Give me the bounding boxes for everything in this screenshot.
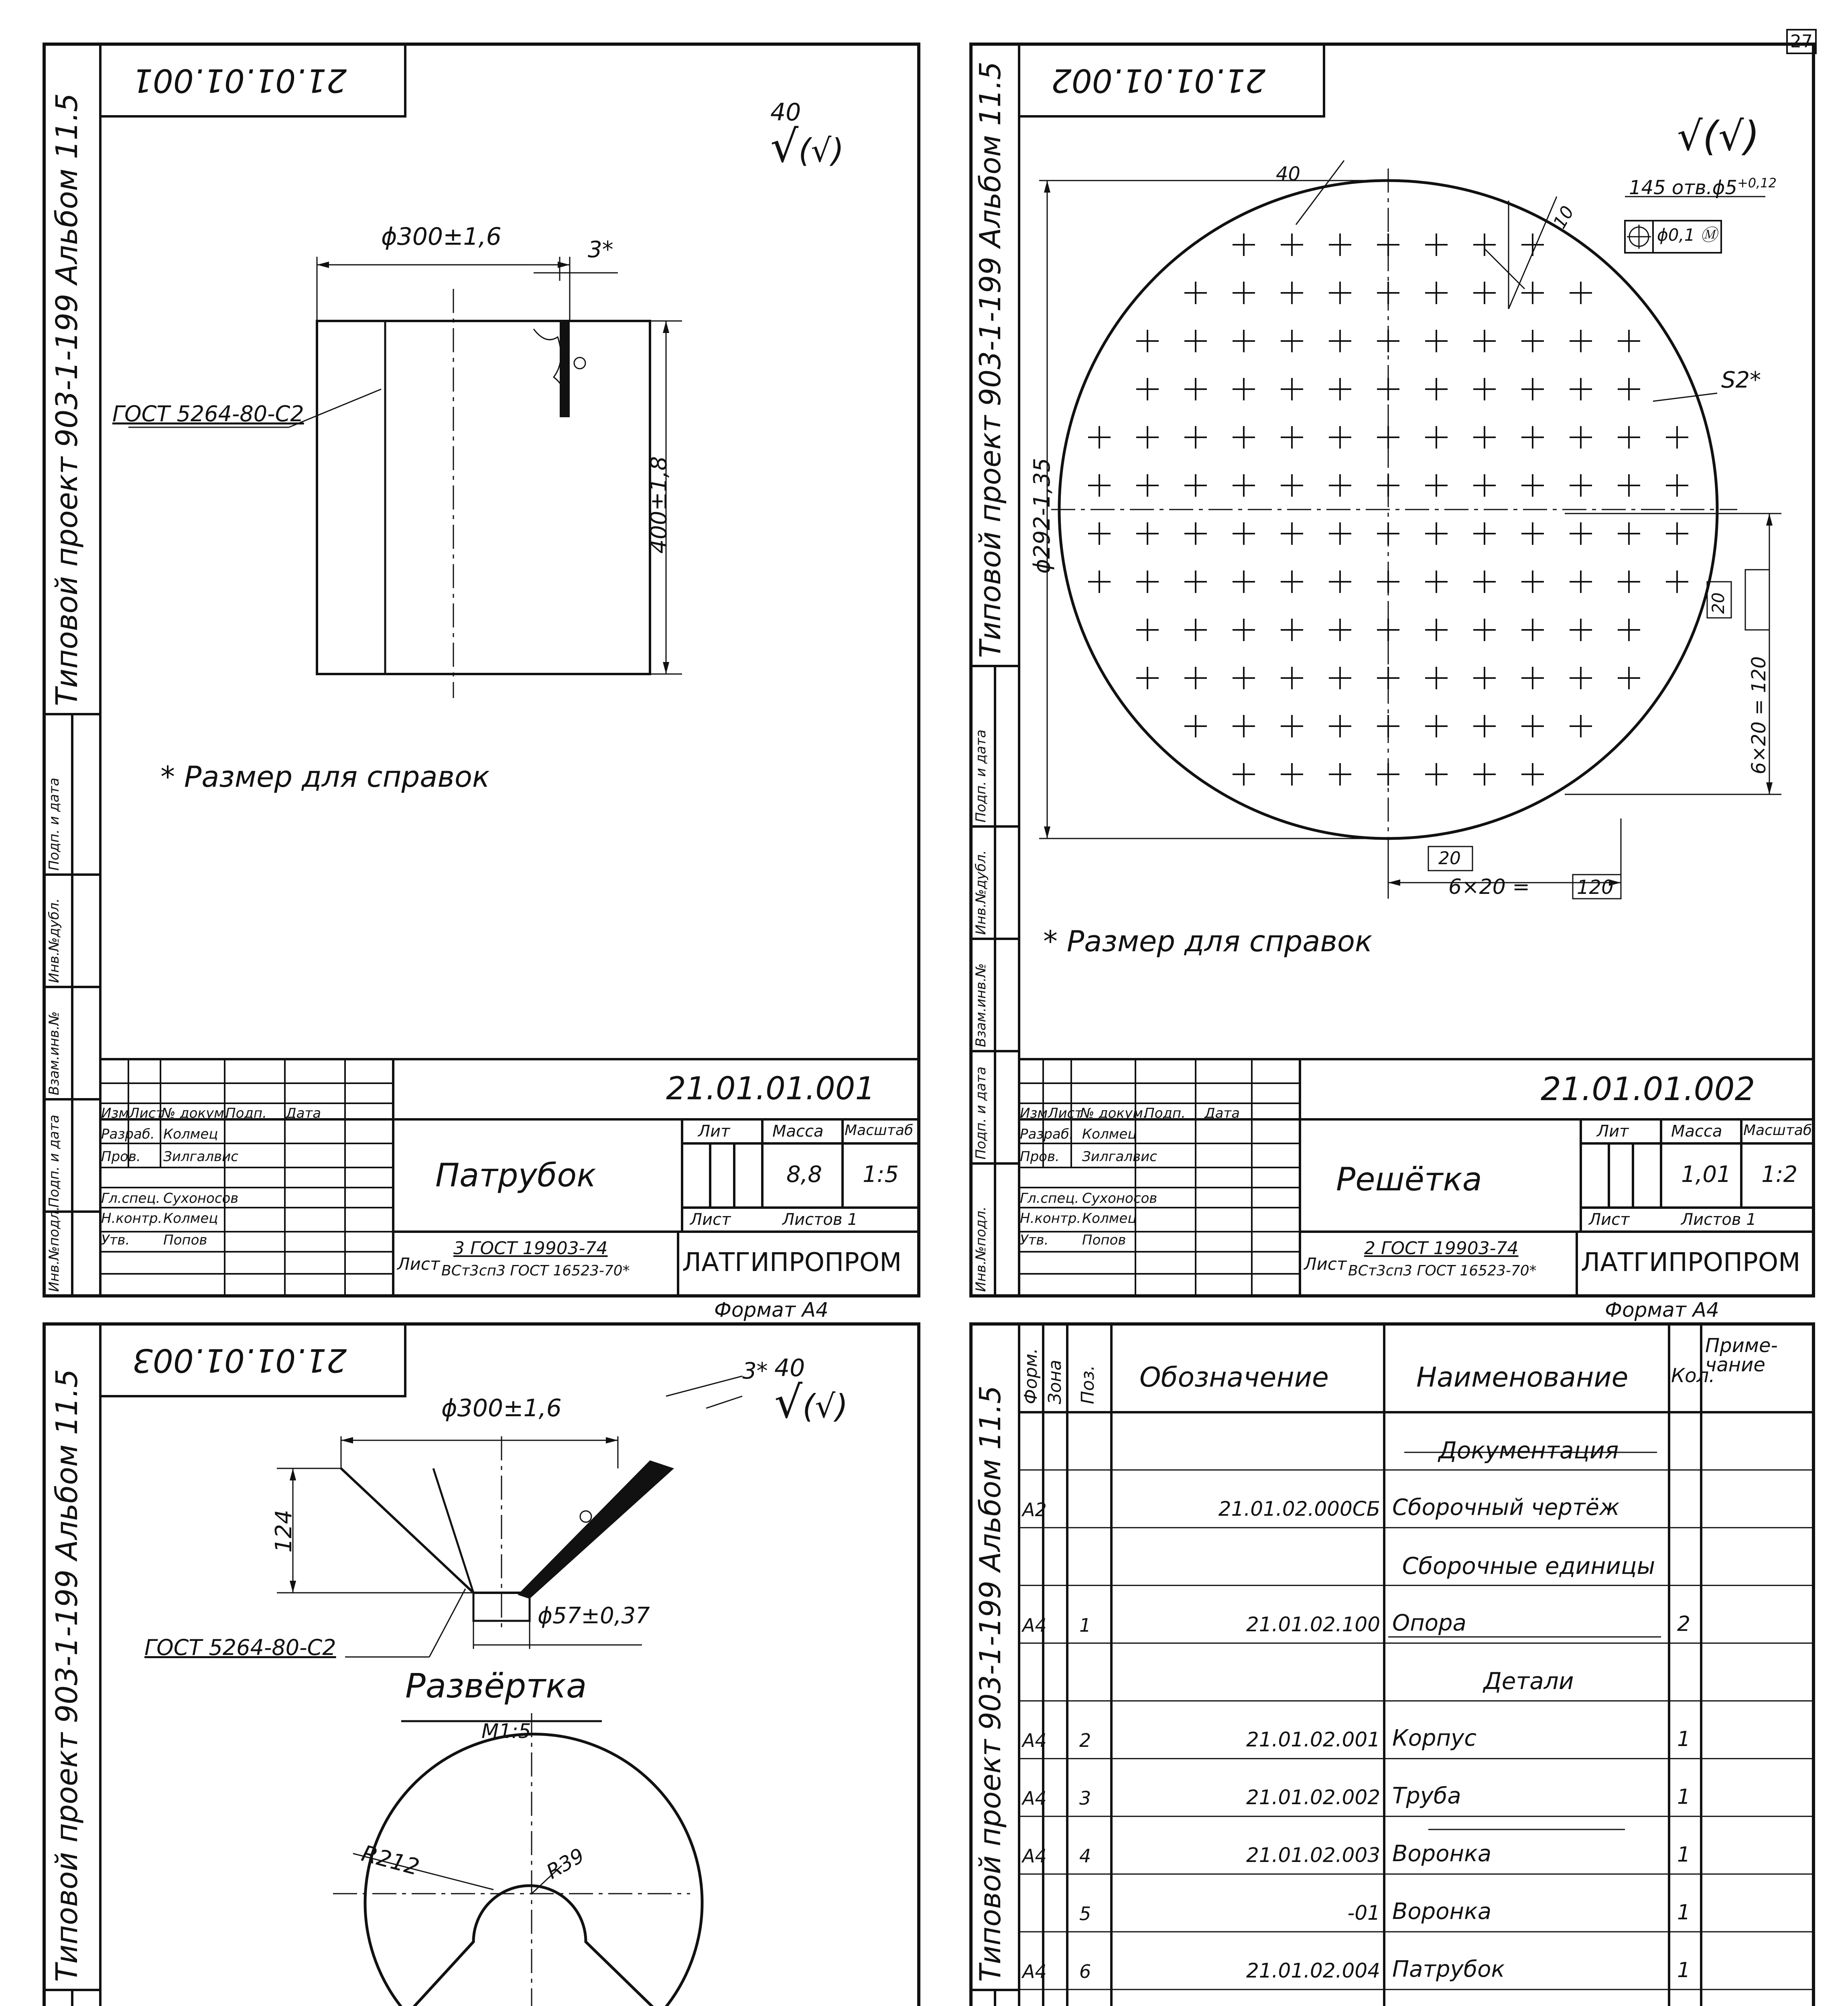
album-label-4: Типовой проект 903-1-199 Альбом 11.5 [973, 1385, 1007, 1982]
album-label-3: Типовой проект 903-1-199 Альбом 11.5 [50, 1369, 84, 1982]
album-label-1: Типовой проект 903-1-199 Альбом 11.5 [50, 93, 84, 706]
hole-mark [1281, 667, 1303, 689]
s1-scale: 1:5 [863, 1161, 899, 1188]
s2-h-lit: Лит [1597, 1122, 1629, 1141]
hole-mark [1281, 233, 1303, 256]
tb-person: Зилгалвис [1082, 1149, 1157, 1165]
s2-material-bot: ВСт3сп3 ГОСТ 16523-70* [1348, 1263, 1537, 1279]
s3-dev-r1: R212 [359, 1840, 422, 1881]
s1-material-bot: ВСт3сп3 ГОСТ 16523-70* [441, 1263, 630, 1279]
hole-mark [1377, 522, 1399, 545]
hole-mark [1377, 233, 1399, 256]
s2-part-name: Решётка [1336, 1161, 1482, 1198]
hole-mark [1329, 282, 1351, 304]
tb-head: Лист [1048, 1105, 1083, 1121]
s2-roughness: √(√) [1677, 113, 1760, 160]
hole-mark [1233, 378, 1255, 400]
hole-mark [1184, 474, 1207, 497]
s2-mass: 1,01 [1681, 1161, 1731, 1188]
tb-role: Разраб. [101, 1126, 155, 1142]
s1-material-sheet: Лист [397, 1254, 440, 1274]
hole-mark [1329, 474, 1351, 497]
tb-person: Попов [1082, 1232, 1126, 1248]
hole-mark [1473, 715, 1496, 737]
hole-mark [1184, 426, 1207, 449]
s2-dim-40: 40 [1276, 163, 1301, 185]
hole-mark [1521, 378, 1544, 400]
hole-mark [1233, 667, 1255, 689]
hole-mark [1377, 426, 1399, 449]
tb-person: Сухоносов [1082, 1190, 1158, 1206]
hole-mark [1618, 619, 1640, 641]
s2-scale: 1:2 [1761, 1161, 1798, 1188]
hole-mark [1377, 474, 1399, 497]
tb-head: Изм [101, 1105, 129, 1121]
hole-mark [1618, 330, 1640, 352]
s1-roughness: 40 √(√) [770, 98, 844, 172]
hole-mark [1425, 330, 1448, 352]
hole-mark [1136, 426, 1159, 449]
hole-mark [1329, 330, 1351, 352]
spec-section-title: Детали [1483, 1667, 1574, 1695]
hole-mark [1377, 378, 1399, 400]
tb-head: Дата [286, 1105, 321, 1121]
s2-dim-10: 10 [1549, 202, 1578, 232]
hole-mark [1521, 522, 1544, 545]
patrubok-drawing [128, 257, 682, 698]
hole-mark [1088, 571, 1111, 593]
stamp-vzam-1: Взам.инв.№ [46, 1011, 62, 1095]
hole-mark [1329, 571, 1351, 593]
s3-weld-label: ГОСТ 5264-80-С2 [144, 1635, 336, 1660]
hole-mark [1377, 619, 1399, 641]
hole-mark [1233, 330, 1255, 352]
hole-mark [1425, 667, 1448, 689]
s2-code: 21.01.01.002 [1541, 1070, 1755, 1108]
tb-role: Н.контр. [1020, 1210, 1081, 1226]
spec-cell-form: А4 [1022, 1730, 1047, 1752]
hole-mark [1521, 619, 1544, 641]
hole-mark [1233, 282, 1255, 304]
tb-head: Изм [1020, 1105, 1048, 1121]
hole-mark [1425, 571, 1448, 593]
hole-mark [1666, 571, 1688, 593]
hole-mark [1521, 571, 1544, 593]
spec-cell-qty: 2 [1677, 1612, 1691, 1636]
hole-mark [1088, 474, 1111, 497]
spec-h-name: Наименование [1416, 1362, 1629, 1393]
hole-mark [1570, 715, 1592, 737]
hole-mark [1184, 619, 1207, 641]
album-label-2: Типовой проект 903-1-199 Альбом 11.5 [973, 61, 1007, 658]
spec-cell-name: Воронка [1392, 1841, 1492, 1867]
spec-h-zone: Зона [1045, 1360, 1065, 1404]
spec-h-form: Форм. [1021, 1348, 1041, 1404]
s3-dim-bottom: ϕ57±0,37 [538, 1603, 650, 1629]
hole-mark [1377, 667, 1399, 689]
hole-mark [1136, 330, 1159, 352]
hole-mark [1521, 667, 1544, 689]
hole-mark [1184, 378, 1207, 400]
tb-role: Пров. [1020, 1149, 1060, 1165]
hole-mark [1425, 378, 1448, 400]
s2-dim-6x20: 6×20 = [1448, 875, 1530, 899]
stamp-inv-1: Инв.№подл. [46, 1206, 62, 1292]
hole-mark [1281, 426, 1303, 449]
spec-cell-pos: 1 [1079, 1614, 1091, 1636]
s3-roughness: 40 √(√) [774, 1354, 848, 1428]
s2-material-sheet: Лист [1304, 1254, 1347, 1274]
hole-mark [1521, 426, 1544, 449]
s1-h-scale: Масштаб [845, 1122, 914, 1139]
hole-mark [1618, 667, 1640, 689]
tb-person: Сухоносов [163, 1190, 239, 1206]
hole-mark [1233, 763, 1255, 786]
tb-head: № докум. [161, 1105, 229, 1121]
stamp-podp2-2: Подп. и дата [973, 729, 989, 822]
s2-dim-diameter: ϕ292-1,35 [1029, 458, 1055, 574]
s2-sheets-label: Листов 1 [1681, 1210, 1757, 1229]
hole-mark [1233, 522, 1255, 545]
spec-cell-qty: 1 [1677, 1900, 1691, 1925]
hole-mark [1233, 233, 1255, 256]
tb-head: Подп. [1144, 1105, 1186, 1121]
hole-mark [1570, 571, 1592, 593]
spec-cell-desig: 21.01.02.100 [1246, 1612, 1380, 1636]
stamp-podp2-1: Подп. и дата [46, 778, 62, 871]
hole-mark [1281, 522, 1303, 545]
spec-cell-pos: 4 [1079, 1845, 1091, 1867]
hole-mark [1329, 522, 1351, 545]
hole-mark [1281, 378, 1303, 400]
tb-head: Лист [129, 1105, 164, 1121]
spec-cell-qty: 1 [1677, 1958, 1691, 1982]
s3-dim-top: ϕ300±1,6 [441, 1394, 562, 1422]
spec-h-note: Приме-чание [1705, 1334, 1778, 1376]
s1-org: ЛАТГИПРОПРОМ [682, 1248, 902, 1277]
hole-mark [1281, 474, 1303, 497]
s1-part-name: Патрубок [435, 1157, 596, 1194]
hole-mark [1329, 619, 1351, 641]
hole-mark [1570, 282, 1592, 304]
tb-person: Зилгалвис [163, 1149, 238, 1165]
hole-mark [1425, 619, 1448, 641]
hole-mark [1281, 763, 1303, 786]
spec-cell-pos: 6 [1079, 1960, 1091, 1982]
hole-mark [1425, 522, 1448, 545]
spec-cell-desig: 21.01.02.000СБ [1218, 1497, 1380, 1521]
tb-person: Колмец [1082, 1210, 1137, 1226]
hole-mark [1521, 282, 1544, 304]
s1-list-label: Лист [690, 1210, 731, 1229]
s3-dim-thickness: 3* [742, 1358, 768, 1384]
stamp-podp-2: Подп. и дата [973, 1066, 989, 1159]
hole-mark [1136, 378, 1159, 400]
hole-mark [1473, 233, 1496, 256]
spec-cell-qty: 1 [1677, 1727, 1691, 1752]
mirror-code-2: 21.01.01.002 [1051, 62, 1266, 99]
tb-role: Утв. [101, 1232, 130, 1248]
spec-cell-qty: 1 [1677, 1785, 1691, 1809]
s1-dim-thickness: 3* [588, 237, 613, 263]
hole-mark [1666, 522, 1688, 545]
spec-cell-name: Воронка [1392, 1898, 1492, 1925]
spec-section-title: Сборочные единицы [1402, 1552, 1655, 1580]
s1-material-top: 3 ГОСТ 19903-74 [453, 1238, 608, 1259]
spec-cell-name: Опора [1392, 1610, 1466, 1636]
hole-mark [1521, 474, 1544, 497]
s1-format: Формат А4 [714, 1298, 829, 1322]
s1-code: 21.01.01.001 [666, 1071, 875, 1107]
hole-mark [1088, 522, 1111, 545]
hole-mark [1425, 763, 1448, 786]
tb-person: Колмец [1082, 1126, 1137, 1142]
hole-mark [1473, 571, 1496, 593]
hole-mark [1473, 330, 1496, 352]
hole-mark [1473, 474, 1496, 497]
hole-mark [1281, 571, 1303, 593]
hole-mark [1233, 571, 1255, 593]
s2-format: Формат А4 [1605, 1298, 1719, 1322]
hole-mark [1570, 474, 1592, 497]
tb-role: Разраб. [1020, 1126, 1074, 1142]
hole-mark [1521, 763, 1544, 786]
hole-mark [1473, 378, 1496, 400]
hole-mark [1329, 233, 1351, 256]
hole-mark [1425, 474, 1448, 497]
s2-material-top: 2 ГОСТ 19903-74 [1364, 1238, 1519, 1259]
hole-mark [1281, 330, 1303, 352]
tb-role: Гл.спец. [101, 1190, 160, 1206]
spec-cell-pos: 3 [1079, 1787, 1091, 1809]
s2-note: * Размер для справок [1043, 924, 1373, 958]
hole-mark [1281, 715, 1303, 737]
hole-mark [1425, 715, 1448, 737]
hole-mark [1377, 282, 1399, 304]
stamp-vzam-2: Взам.инв.№ [973, 963, 989, 1047]
spec-cell-desig: -01 [1347, 1901, 1380, 1925]
tb-head: Дата [1204, 1105, 1240, 1121]
hole-mark [1570, 667, 1592, 689]
spec-cell-form: А4 [1022, 1787, 1047, 1809]
spec-cell-desig: 21.01.02.004 [1246, 1959, 1380, 1982]
hole-mark [1570, 426, 1592, 449]
hole-mark [1570, 378, 1592, 400]
s2-dim-20-right: 20 [1708, 592, 1728, 614]
hole-mark [1184, 667, 1207, 689]
hole-mark [1666, 474, 1688, 497]
s2-pos-tol: ϕ0,1 Ⓜ [1657, 225, 1717, 245]
hole-mark [1473, 667, 1496, 689]
hole-mark [1425, 233, 1448, 256]
hole-mark [1570, 522, 1592, 545]
spec-cell-form: А2 [1022, 1498, 1047, 1521]
mirror-code-3: 21.01.01.003 [132, 1342, 347, 1379]
hole-mark [1570, 619, 1592, 641]
s2-dim-s2: S2* [1721, 367, 1761, 393]
hole-mark [1521, 330, 1544, 352]
mirror-code-1: 21.01.01.001 [132, 62, 347, 99]
hole-mark [1618, 571, 1640, 593]
tb-person: Колмец [163, 1126, 218, 1142]
spec-cell-name: Сборочный чертёж [1392, 1494, 1620, 1521]
hole-mark [1473, 282, 1496, 304]
hole-mark [1473, 763, 1496, 786]
spec-cell-name: Патрубок [1392, 1956, 1505, 1982]
s1-note: * Размер для справок [160, 760, 490, 794]
s1-dim-diameter: ϕ300±1,6 [381, 223, 502, 251]
hole-mark [1377, 330, 1399, 352]
s3-dev-scale: М1:5 [481, 1720, 531, 1743]
hole-mark [1184, 282, 1207, 304]
tb-head: Подп. [225, 1105, 267, 1121]
hole-mark [1329, 763, 1351, 786]
hole-mark [1377, 571, 1399, 593]
spec-cell-name: Корпус [1392, 1725, 1477, 1752]
spec-cell-desig: 21.01.02.003 [1246, 1844, 1380, 1867]
stamp-inv-2: Инв.№подл. [973, 1206, 989, 1292]
hole-mark [1329, 715, 1351, 737]
spec-section-title: Документация [1438, 1436, 1619, 1464]
spec-cell-desig: 21.01.02.002 [1246, 1786, 1380, 1809]
spec-cell-desig: 21.01.02.001 [1246, 1728, 1380, 1752]
s1-h-lit: Лит [698, 1122, 730, 1141]
hole-mark [1618, 474, 1640, 497]
hole-mark [1473, 426, 1496, 449]
s1-h-massa: Масса [772, 1122, 824, 1141]
spec-cell-pos: 2 [1079, 1730, 1091, 1752]
stamp-dubl-1: Инв.№дубл. [46, 898, 62, 983]
s2-holes: 145 $отв.\phi 5^{+0,12}$ [1629, 175, 1777, 199]
hole-mark [1184, 330, 1207, 352]
hole-mark [1184, 522, 1207, 545]
s2-h-scale: Масштаб [1743, 1122, 1812, 1139]
tb-person: Колмец [163, 1210, 218, 1226]
s3-dev-r2: R39 [542, 1844, 589, 1884]
spec-cell-form: А4 [1022, 1960, 1047, 1982]
tb-role: Пров. [101, 1149, 141, 1165]
s3-dim-height: 124 [271, 1510, 297, 1553]
hole-mark [1666, 426, 1688, 449]
hole-mark [1088, 426, 1111, 449]
spec-h-qty: Кол. [1671, 1364, 1715, 1387]
s1-mass: 8,8 [786, 1161, 822, 1188]
spec-cell-form: А4 [1022, 1614, 1047, 1636]
spec-cell-qty: 1 [1677, 1843, 1691, 1867]
hole-mark [1618, 378, 1640, 400]
stamp-podp-1: Подп. и дата [46, 1115, 62, 1208]
tb-head: № докум. [1080, 1105, 1147, 1121]
hole-mark [1136, 619, 1159, 641]
hole-mark [1281, 282, 1303, 304]
hole-mark [1184, 715, 1207, 737]
hole-mark [1233, 715, 1255, 737]
tb-person: Попов [163, 1232, 207, 1248]
hole-mark [1136, 571, 1159, 593]
hole-mark [1233, 619, 1255, 641]
hole-mark [1233, 426, 1255, 449]
hole-mark [1136, 522, 1159, 545]
spec-h-desig: Обозначение [1139, 1362, 1329, 1393]
hole-mark [1521, 715, 1544, 737]
spec-h-pos: Поз. [1078, 1365, 1098, 1404]
s2-org: ЛАТГИПРОПРОМ [1581, 1248, 1801, 1277]
hole-mark [1473, 619, 1496, 641]
spec-cell-pos: 5 [1079, 1903, 1091, 1925]
s1-weld-label: ГОСТ 5264-80-С2 [112, 401, 304, 426]
hole-mark [1425, 282, 1448, 304]
hole-mark [1425, 426, 1448, 449]
s1-dim-length: 400±1,8 [646, 456, 672, 554]
s3-dev-title: Развёртка [405, 1666, 587, 1706]
stamp-dubl-2: Инв.№дубл. [973, 850, 989, 935]
tb-role: Утв. [1020, 1232, 1049, 1248]
spec-cell-form: А4 [1022, 1845, 1047, 1867]
spec-cell-name: Труба [1392, 1783, 1461, 1809]
s2-h-massa: Масса [1671, 1122, 1722, 1141]
hole-mark [1377, 763, 1399, 786]
hole-mark [1329, 378, 1351, 400]
hole-mark [1184, 571, 1207, 593]
hole-mark [1136, 667, 1159, 689]
s2-list-label: Лист [1589, 1210, 1630, 1229]
s2-dim-120: 120 [1577, 876, 1614, 899]
s2-dim-20-bottom: 20 [1438, 848, 1461, 869]
hole-mark [1473, 522, 1496, 545]
sheet-number: 27 [1786, 29, 1817, 54]
hole-mark [1570, 330, 1592, 352]
hole-mark [1233, 474, 1255, 497]
hole-mark [1329, 667, 1351, 689]
hole-mark [1281, 619, 1303, 641]
tb-role: Гл.спец. [1020, 1190, 1079, 1206]
hole-mark [1377, 715, 1399, 737]
reshetka-drawing [1039, 160, 1781, 899]
hole-mark [1618, 426, 1640, 449]
hole-mark [1618, 522, 1640, 545]
s1-sheets-label: Листов 1 [782, 1210, 858, 1229]
s2-dim-6x20-right: 6×20 = 120 [1748, 656, 1770, 774]
hole-mark [1329, 426, 1351, 449]
hole-mark [1136, 474, 1159, 497]
tb-role: Н.контр. [101, 1210, 162, 1226]
